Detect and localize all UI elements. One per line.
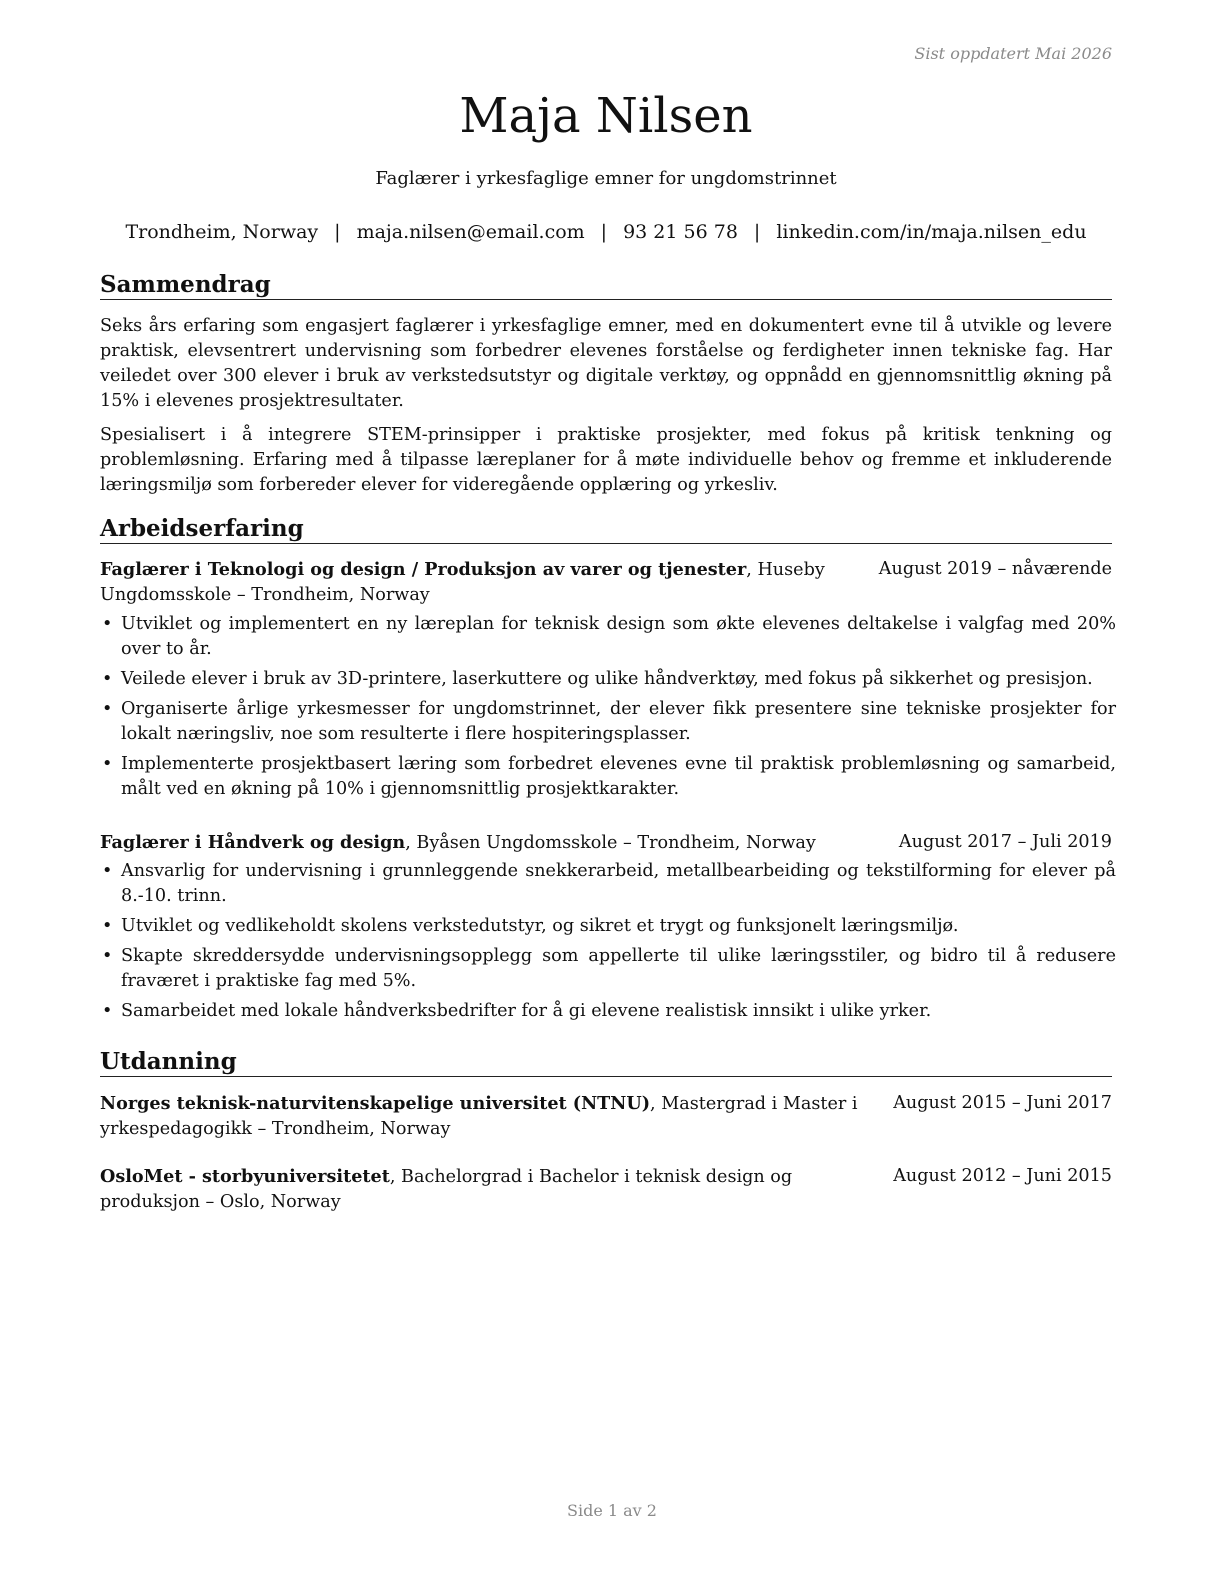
bullet-icon: • [102,754,113,774]
page-number: Side 1 av 2 [567,1501,657,1520]
education-date: August 2015 – Juni 2017 [893,1093,1112,1113]
list-item [100,944,1116,994]
bullet-text: Utviklet og implementert en ny læreplan for teknisk design som økte elevenes deltakelse i valgfag med 20% over to år. [121,614,1116,659]
contact-linkedin[interactable]: linkedin.com/in/maja.nilsen_edu [776,221,1087,243]
bullet-text: Utviklet og vedlikeholdt skolens verkstedutstyr, og sikret et trygt og funksjonelt læringsmiljø. [121,916,959,936]
contact-phone: 93 21 56 78 [623,221,738,243]
bullet-icon: • [102,916,113,936]
bullet-text: Organiserte årlige yrkesmesser for ungdomstrinnet, der elever fikk presentere sine tekniske prosjekter for lokalt næringsliv, noe som resulterte i flere hospiteringsplasser. [121,699,1116,744]
last-updated: Sist oppdatert Mai 2026 [914,44,1112,63]
job-role: Faglærer i Teknologi og design / Produksjon av varer og tjenester [100,559,747,580]
education-entry [100,1164,1112,1215]
section-title-summary: Sammendrag [100,271,1112,300]
list-item [100,999,1116,1024]
bullet-icon: • [102,699,113,719]
candidate-name: Maja Nilsen [459,88,753,144]
summary-paragraph: Seks års erfaring som engasjert faglærer i yrkesfaglige emner, med en dokumentert evne til å utvikle og levere praktisk, elevsentrert undervisning som forbedrer elevenes forståelse og ferdigheter innen tekniske fag. Har veiledet over 300 elever i bruk av verkstedsutstyr og digitale verktøy, og oppnådd en gjennomsnittlig økning på 15% i elevenes prosjektresultater. [100,316,1112,411]
bullet-icon: • [102,1001,113,1021]
list-item [100,859,1116,909]
job-place: , Huseby Ungdomsskole – Trondheim, Norway [100,560,825,605]
contact-line [100,219,1112,245]
job-header [100,830,1112,856]
section-title-experience: Arbeidserfaring [100,515,1112,544]
education-entry [100,1091,1112,1142]
list-item [100,914,1116,939]
education-date: August 2012 – Juni 2015 [893,1166,1112,1186]
job-bullets [100,859,1116,1029]
list-item [100,612,1116,662]
contact-separator: | [753,221,761,243]
list-item [100,667,1116,692]
degree-detail: , Bachelorgrad i Bachelor i teknisk design og produksjon – Oslo, Norway [100,1167,793,1212]
contact-separator: | [600,221,608,243]
bullet-text: Skapte skreddersydde undervisningsopplegg som appellerte til ulike læringsstiler, og bidro til å redusere fraværet i praktiske fag med 5%. [121,946,1116,991]
contact-separator: | [334,221,341,243]
candidate-title: Faglærer i yrkesfaglige emner for ungdomstrinnet [375,168,837,189]
list-item [100,752,1116,802]
job-date: August 2017 – Juli 2019 [898,832,1112,852]
contact-email[interactable]: maja.nilsen@email.com [356,221,585,243]
job-bullets [100,612,1116,807]
section-title-education: Utdanning [100,1048,1112,1077]
job-header [100,557,1112,608]
bullet-text: Implementerte prosjektbasert læring som forbedret elevenes evne til praktisk problemløsning og samarbeid, målt ved en økning på 10% i gjennomsnittlig prosjektkarakter. [121,754,1116,799]
degree-detail: , Mastergrad i Master i yrkespedagogikk – Trondheim, Norway [100,1094,858,1139]
school-name: OsloMet - storbyuniversitetet [100,1166,390,1187]
bullet-text: Ansvarlig for undervisning i grunnleggende snekkerarbeid, metallbearbeiding og tekstilforming for elever på 8.-10. trinn. [121,861,1116,906]
job-date: August 2019 – nåværende [878,559,1112,579]
job-role: Faglærer i Håndverk og design [100,832,406,853]
bullet-text: Veilede elever i bruk av 3D-printere, laserkuttere og ulike håndverktøy, med fokus på sikkerhet og presisjon. [121,669,1093,689]
school-name: Norges teknisk-naturvitenskapelige universitet (NTNU) [100,1093,651,1114]
job-place: , Byåsen Ungdomsskole – Trondheim, Norway [405,833,816,853]
summary-paragraph: Spesialisert i å integrere STEM-prinsipper i praktiske prosjekter, med fokus på kritisk tenkning og problemløsning. Erfaring med å tilpasse læreplaner for å møte individuelle behov og fremme et inkluderende læringsmiljø som forbereder elever for videregående opplæring og yrkesliv. [100,425,1112,495]
bullet-icon: • [102,946,113,966]
bullet-text: Samarbeidet med lokale håndverksbedrifter for å gi elevene realistisk innsikt i ulike yrker. [121,1001,932,1021]
bullet-icon: • [102,614,113,634]
list-item [100,697,1116,747]
bullet-icon: • [102,861,113,881]
bullet-icon: • [102,669,113,689]
contact-location: Trondheim, Norway [125,221,319,243]
